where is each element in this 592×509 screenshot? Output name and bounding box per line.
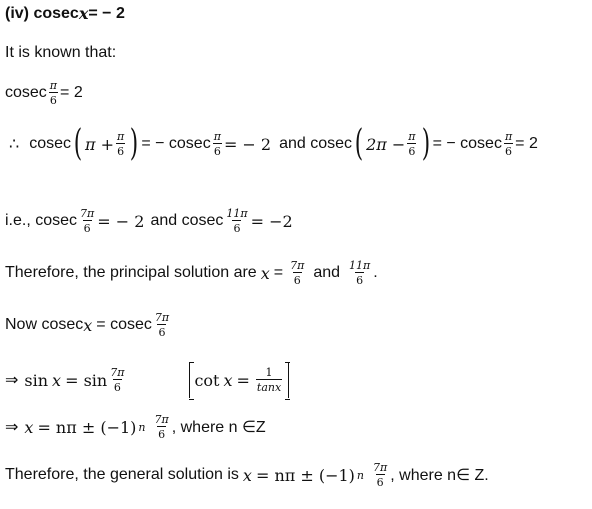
- fraction: [79, 208, 95, 234]
- text: cot: [194, 370, 220, 390]
- fraction: [213, 131, 222, 157]
- fraction-num: 7π: [154, 311, 170, 324]
- therefore-line: [5, 123, 538, 164]
- fraction-den: 6: [83, 222, 91, 235]
- fraction-num: 7π: [80, 207, 95, 220]
- fraction-den: 6: [113, 381, 121, 394]
- fraction-num: 7π: [110, 366, 125, 379]
- fraction: [289, 260, 305, 286]
- sin-line: [5, 362, 289, 398]
- therefore-symbol: ∴: [9, 136, 20, 153]
- fraction-den: 6: [233, 222, 241, 235]
- left-paren: (: [73, 123, 83, 164]
- cosec-value: = 2: [60, 84, 83, 101]
- right-paren: ): [130, 123, 139, 164]
- fraction-num: 7π: [290, 259, 305, 272]
- fraction-den: 6: [293, 274, 301, 287]
- text: π +: [85, 134, 115, 154]
- heading: [5, 4, 125, 23]
- fraction: [225, 208, 248, 234]
- cot-bracket: [189, 362, 289, 398]
- fraction: [49, 80, 58, 106]
- left-paren: (: [354, 123, 364, 164]
- fraction: [154, 414, 170, 440]
- fraction-num: π: [504, 130, 513, 143]
- fraction-den: 6: [356, 274, 364, 287]
- text: = −2: [250, 211, 293, 231]
- fraction-den: 6: [376, 476, 384, 489]
- cosec-line: [5, 80, 83, 106]
- general-line: [5, 462, 489, 488]
- text: 2π −: [366, 134, 406, 154]
- fraction-num: 11π: [226, 207, 248, 220]
- principal-line: [5, 260, 378, 286]
- fraction-num: π: [408, 130, 416, 143]
- fraction-den: 6: [117, 145, 125, 158]
- fraction-num: 11π: [349, 259, 371, 272]
- fraction-den: tanx: [256, 381, 282, 394]
- var: x: [242, 465, 252, 485]
- right-paren: ): [421, 123, 430, 164]
- text: and: [313, 264, 341, 281]
- text: , where n ∈Z: [171, 419, 266, 436]
- fraction-den: 6: [505, 145, 513, 158]
- text: .: [373, 264, 378, 281]
- var: x: [24, 417, 34, 437]
- var: x: [52, 370, 62, 390]
- known-line: [5, 44, 116, 62]
- text: and cosec: [279, 135, 353, 152]
- text: i.e., cosec: [5, 212, 78, 229]
- text: =: [236, 370, 250, 390]
- text: = nπ ± (−1): [255, 465, 355, 485]
- text: = − 2: [223, 134, 272, 154]
- text: = − 2: [97, 211, 145, 231]
- fraction-num: π: [49, 79, 58, 92]
- text: = 2: [515, 135, 538, 152]
- fraction-den: 6: [158, 428, 166, 441]
- now-line: [5, 312, 172, 338]
- fraction-num: π: [117, 130, 125, 143]
- heading-var: x: [78, 4, 89, 23]
- text: = cosec: [96, 316, 152, 333]
- text: sin: [24, 370, 49, 390]
- cosec-word: cosec: [5, 84, 47, 101]
- fraction-num: 7π: [154, 413, 169, 426]
- known-text: It is known that:: [5, 44, 117, 61]
- text: = − cosec: [432, 135, 502, 152]
- text: = − cosec: [141, 135, 211, 152]
- fraction: [348, 260, 371, 286]
- arrow: ⇒: [5, 419, 19, 436]
- arrow: ⇒: [5, 372, 19, 389]
- heading-rest: = − 2: [88, 4, 125, 22]
- var: x: [223, 370, 233, 390]
- exponent: n: [356, 468, 365, 482]
- var: x: [260, 263, 270, 283]
- fraction: [504, 131, 513, 157]
- fraction-num: π: [213, 130, 221, 143]
- text: Therefore, the principal solution are: [5, 264, 257, 281]
- text: Therefore, the general solution is: [5, 466, 239, 483]
- fraction-den: 6: [49, 94, 57, 107]
- fraction: [154, 312, 170, 338]
- text: = sin: [65, 370, 108, 390]
- exponent: n: [138, 420, 146, 434]
- fraction-num: 7π: [373, 461, 388, 474]
- heading-prefix: (iv) cosec: [5, 4, 79, 22]
- text: = nπ ± (−1): [37, 417, 137, 437]
- x-line: [5, 414, 266, 440]
- var: x: [83, 315, 93, 335]
- fraction: [407, 131, 416, 157]
- fraction: [109, 367, 125, 393]
- fraction-num: 1: [265, 366, 273, 379]
- fraction-den: 6: [158, 326, 166, 339]
- ie-line: [5, 208, 293, 234]
- text: and cosec: [150, 212, 224, 229]
- text: =: [273, 264, 284, 281]
- fraction-den: 6: [408, 145, 416, 158]
- fraction: [256, 367, 282, 393]
- text: , where n∈ Z.: [390, 467, 489, 484]
- text: Now cosec: [5, 316, 84, 333]
- fraction: [116, 131, 125, 157]
- text: cosec: [29, 135, 71, 152]
- fraction: [372, 462, 388, 488]
- fraction-den: 6: [213, 145, 221, 158]
